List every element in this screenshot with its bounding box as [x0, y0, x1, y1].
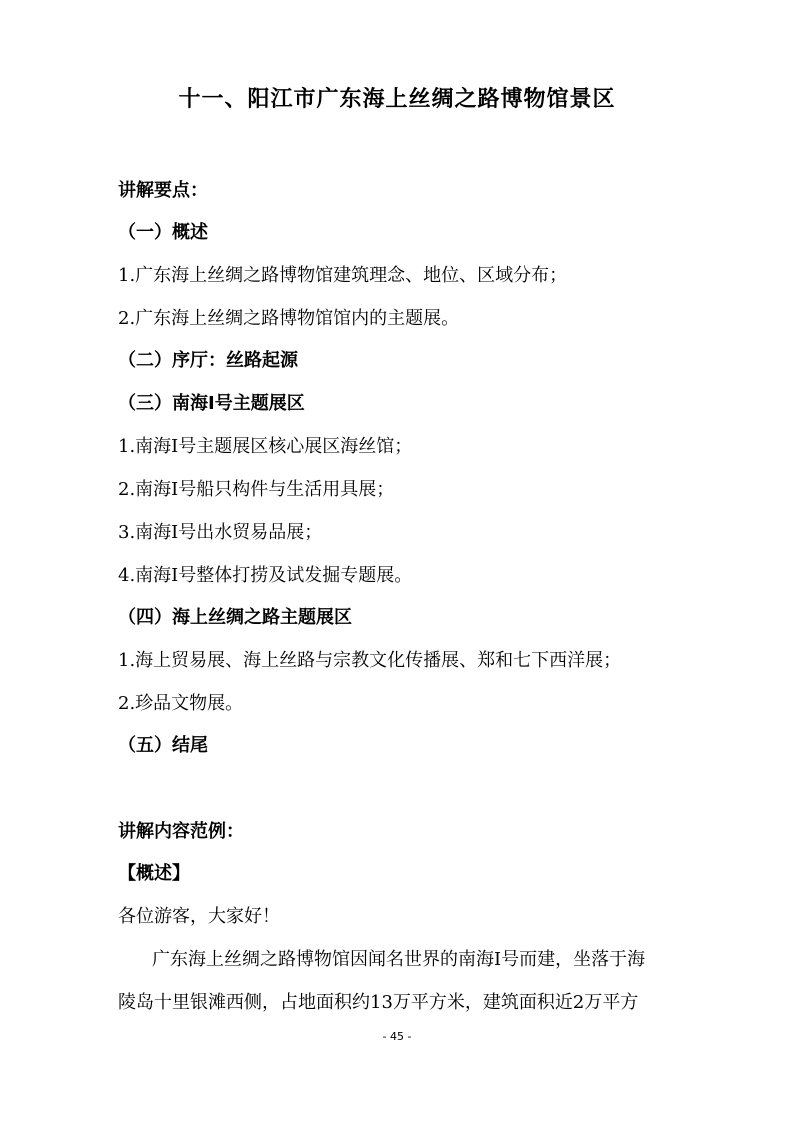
points-heading: 讲解要点：	[118, 180, 208, 201]
section-ending: （五）结尾	[118, 735, 208, 756]
list-item: 1.南海Ⅰ号主题展区核心展区海丝馆；	[118, 436, 413, 457]
list-item: 4.南海Ⅰ号整体打捞及试发掘专题展。	[118, 565, 413, 586]
list-item: 1.海上贸易展、海上丝路与宗教文化传播展、郑和七下西洋展；	[118, 650, 622, 671]
content-subheading: 【概述】	[118, 863, 190, 884]
list-item: 2.南海Ⅰ号船只构件与生活用具展；	[118, 479, 395, 500]
list-item: 3.南海Ⅰ号出水贸易品展；	[118, 522, 323, 543]
page-number: - 45 -	[382, 1030, 412, 1043]
content-heading: 讲解内容范例：	[118, 821, 244, 842]
body-line: 陵岛十里银滩西侧，占地面积约13万平方米，建筑面积近2万平方	[118, 992, 639, 1013]
section-overview: （一）概述	[118, 222, 208, 243]
list-item: 2.广东海上丝绸之路博物馆馆内的主题展。	[118, 308, 460, 329]
list-item: 1.广东海上丝绸之路博物馆建筑理念、地位、区域分布；	[118, 265, 568, 286]
section-nanhai: （三）南海Ⅰ号主题展区	[118, 393, 305, 414]
greeting-text: 各位游客，大家好！	[118, 906, 280, 927]
page-title: 十一、阳江市广东海上丝绸之路博物馆景区	[178, 87, 616, 112]
section-maritime: （四）海上丝绸之路主题展区	[118, 607, 352, 628]
list-item: 2.珍品文物展。	[118, 693, 244, 714]
section-foyer: （二）序厅：丝路起源	[118, 350, 298, 371]
body-line: 广东海上丝绸之路博物馆因闻名世界的南海Ⅰ号而建，坐落于海	[152, 949, 646, 970]
